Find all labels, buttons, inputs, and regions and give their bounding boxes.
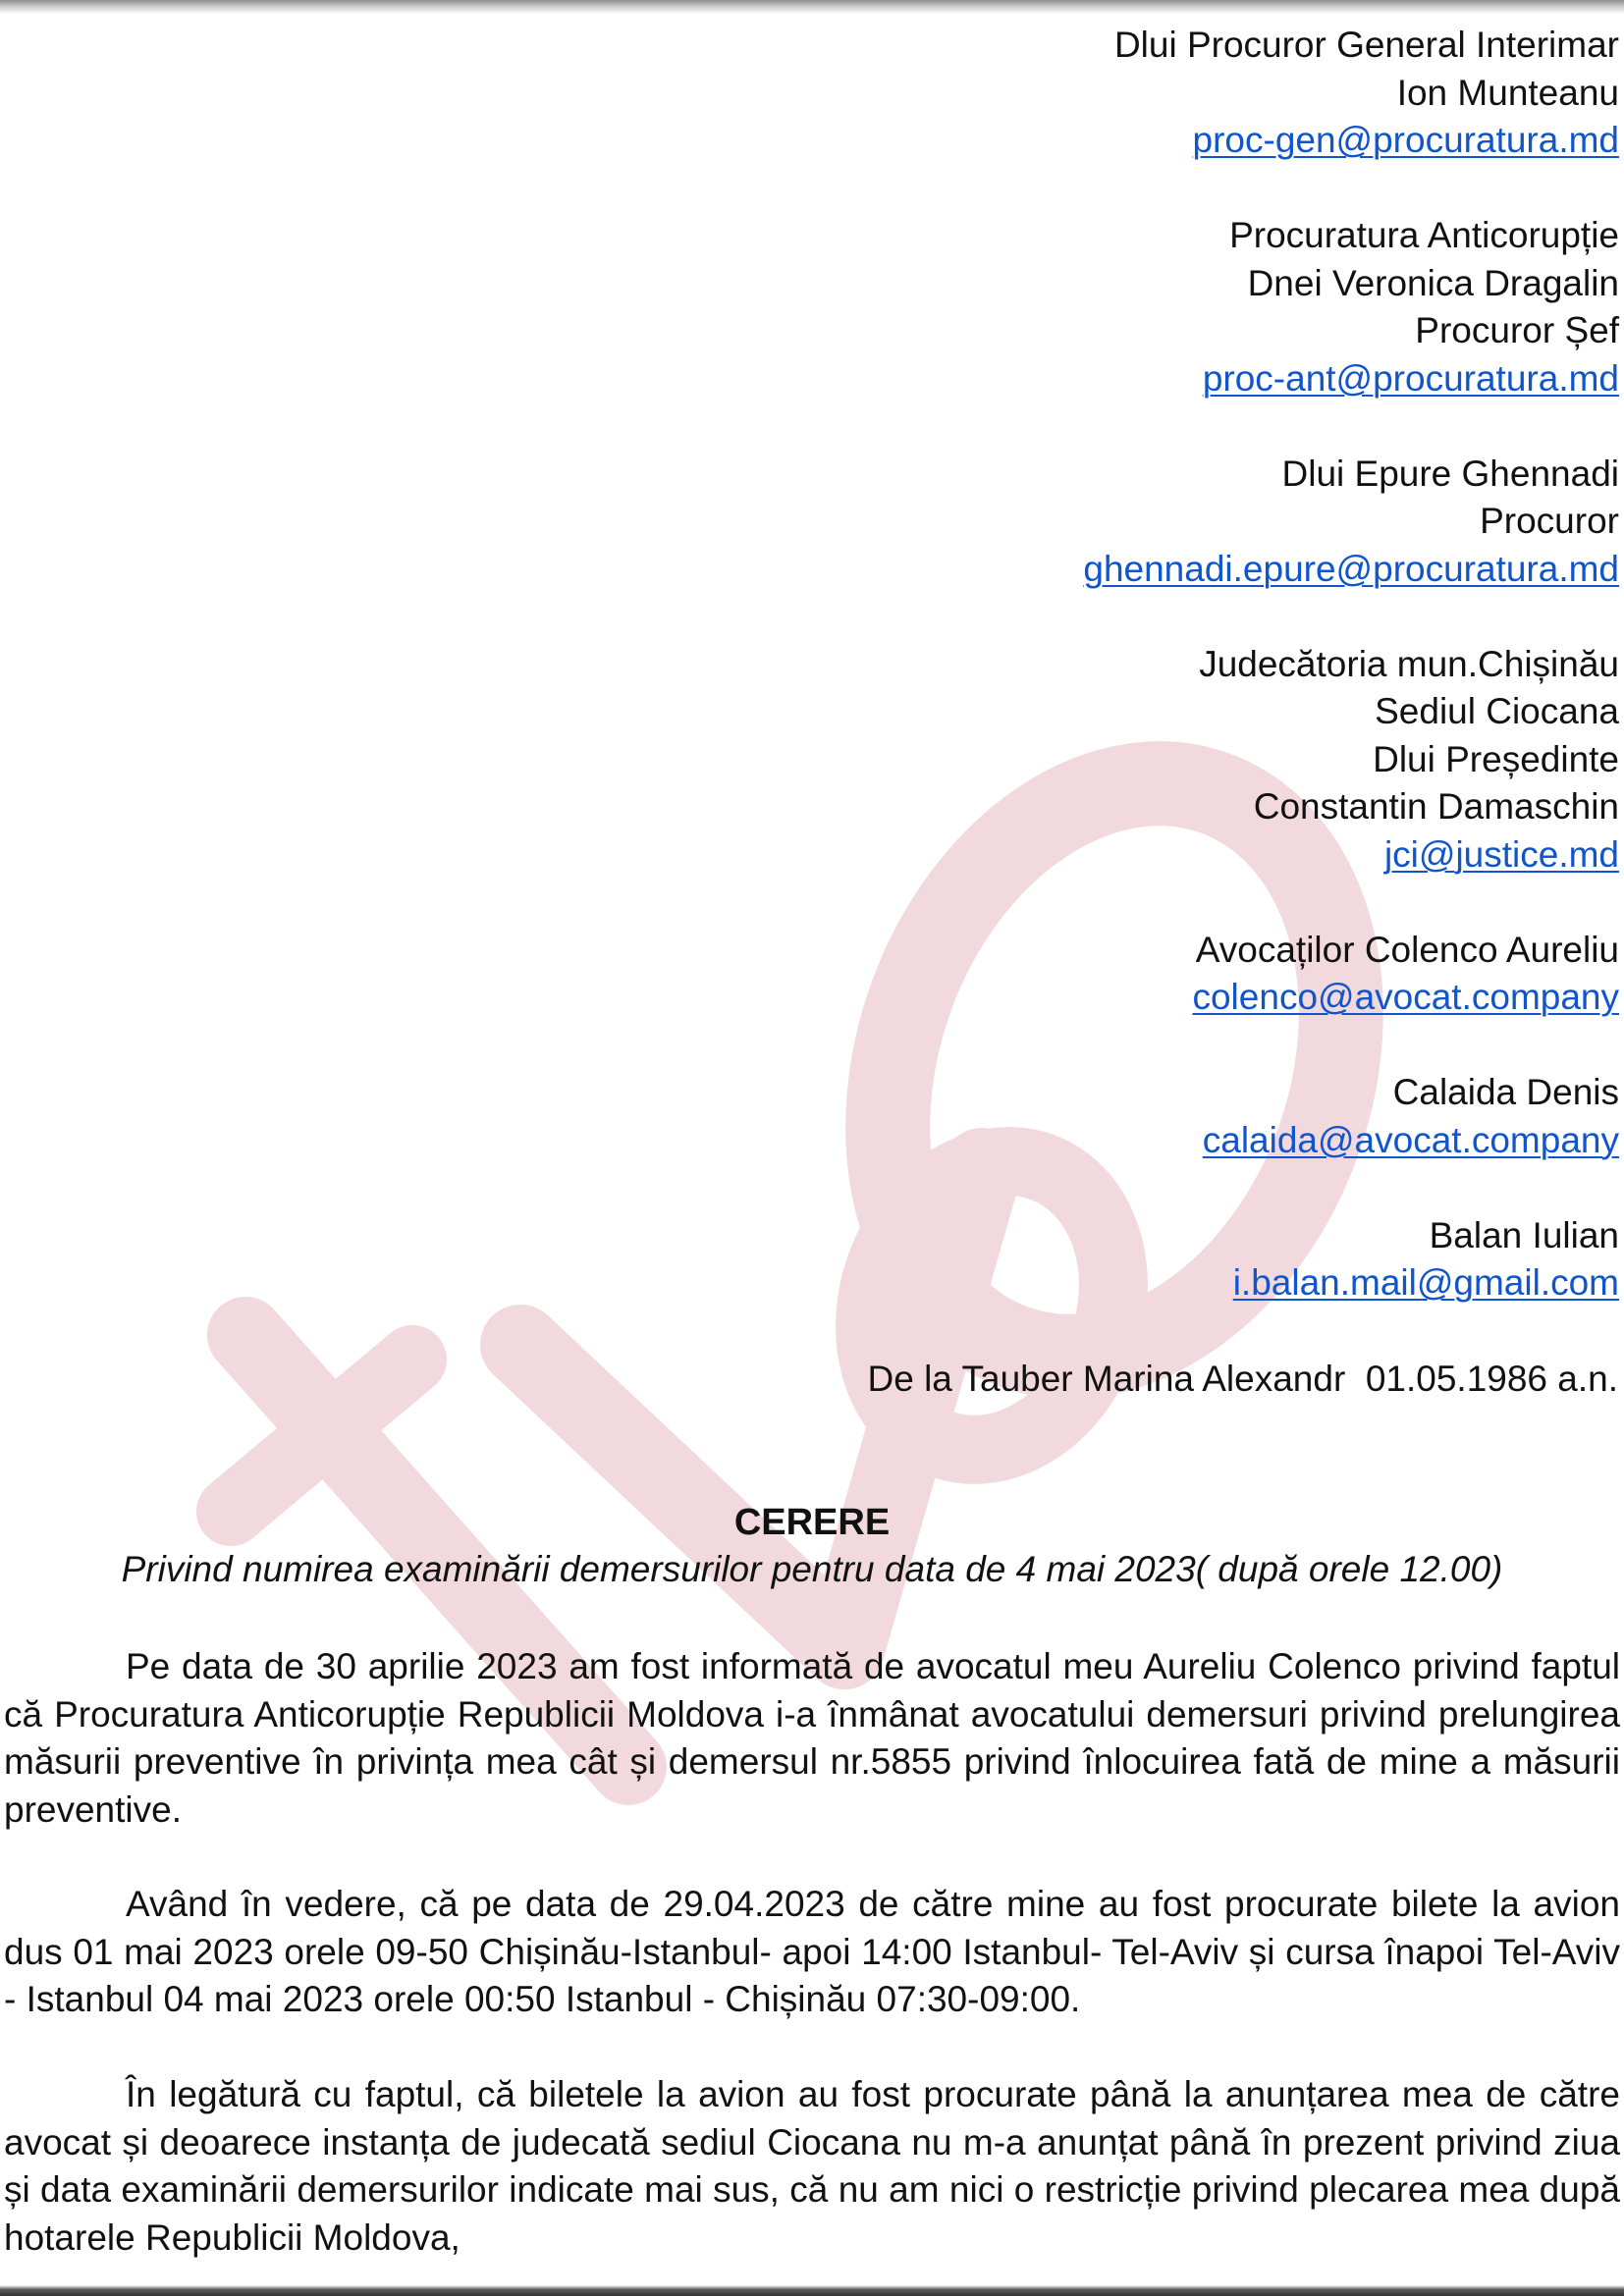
sender-line: De la Tauber Marina Alexandr 01.05.1986 a.n. [867, 1359, 1618, 1399]
paragraph-text: În legătură cu faptul, că biletele la avion au fost procurate până la anunțarea mea de către avocat și deoarece instanța de judecată sediul Ciocana nu m-a anunțat până în prezent privind ziua și data examinării demersurilor indicate mai sus, că nu am nici o restricție privind plecarea mea după hotarele Republicii Moldova, [4, 2074, 1620, 2258]
recipient-email-link[interactable]: ghennadi.epure@procuratura.md [1083, 548, 1619, 589]
scan-bottom-edge [0, 2285, 1624, 2296]
recipient [441, 641, 1619, 880]
recipient [441, 1069, 1619, 1164]
recipient [441, 927, 1619, 1022]
recipient-line: Procuror Șef [1415, 310, 1619, 350]
recipient-email-link[interactable]: colenco@avocat.company [1192, 977, 1619, 1017]
recipient-line: Judecătoria mun.Chișinău [1199, 643, 1619, 684]
recipient-line: Balan Iulian [1429, 1214, 1619, 1255]
document-subtitle: Privind numirea examinării demersurilor pentru data de 4 mai 2023( după orele 12.00) [121, 1549, 1503, 1589]
recipient [441, 1212, 1619, 1308]
recipient-line: Procuratura Anticorupție [1229, 215, 1619, 255]
recipient-line: Dlui Președinte [1373, 738, 1619, 779]
paragraph-text: Pe data de 30 aprilie 2023 am fost informată de avocatul meu Aureliu Colenco privind faptul că Procuratura Anticorupție Republicii Moldova i-a înmânat avocatului demersuri privind prelungirea măsurii preventive în privința mea cât și demersul nr.5855 privind înlocuirea fată de mine a măsurii preventive. [4, 1646, 1620, 1830]
recipient-email-link[interactable]: proc-gen@procuratura.md [1192, 120, 1619, 160]
scan-top-edge [0, 0, 1624, 14]
body-paragraph [4, 1881, 1620, 2024]
recipient [441, 451, 1619, 594]
recipient-line: Dnei Veronica Dragalin [1247, 262, 1619, 303]
recipients-block [441, 22, 1619, 1355]
recipient-line: Ion Munteanu [1396, 72, 1619, 113]
recipient-email-link[interactable]: proc-ant@procuratura.md [1202, 357, 1619, 399]
recipient-line: Calaida Denis [1392, 1072, 1619, 1112]
body-paragraph [4, 2071, 1620, 2262]
document-title: CERERE [733, 1502, 891, 1543]
recipient [441, 212, 1619, 402]
recipient-line: Dlui Procuror General Interimar [1113, 25, 1619, 65]
recipient-line: Dlui Epure Ghennadi [1281, 453, 1619, 494]
recipient-email-link[interactable]: calaida@avocat.company [1202, 1119, 1619, 1160]
recipient-line: Procuror [1480, 501, 1619, 541]
body-paragraph [4, 1643, 1620, 1834]
paragraph-text: Având în vedere, că pe data de 29.04.2023 de către mine au fost procurate bilete la avion dus 01 mai 2023 orele 09-50 Chișinău-Istanbul- apoi 14:00 Istanbul- Tel-Aviv și cursa înapoi Tel-Aviv - Istanbul 04 mai 2023 orele 00:50 Istanbul - Chișinău 07:30-09:00. [4, 1884, 1620, 2019]
recipient [441, 22, 1619, 165]
recipient-email-link[interactable]: jci@justice.md [1383, 833, 1619, 875]
recipient-line: Sediul Ciocana [1375, 691, 1619, 731]
recipient-email-link[interactable]: i.balan.mail@gmail.com [1232, 1262, 1619, 1303]
recipient-line: Avocaților Colenco Aureliu [1195, 929, 1619, 970]
recipient-line: Constantin Damaschin [1253, 786, 1619, 827]
